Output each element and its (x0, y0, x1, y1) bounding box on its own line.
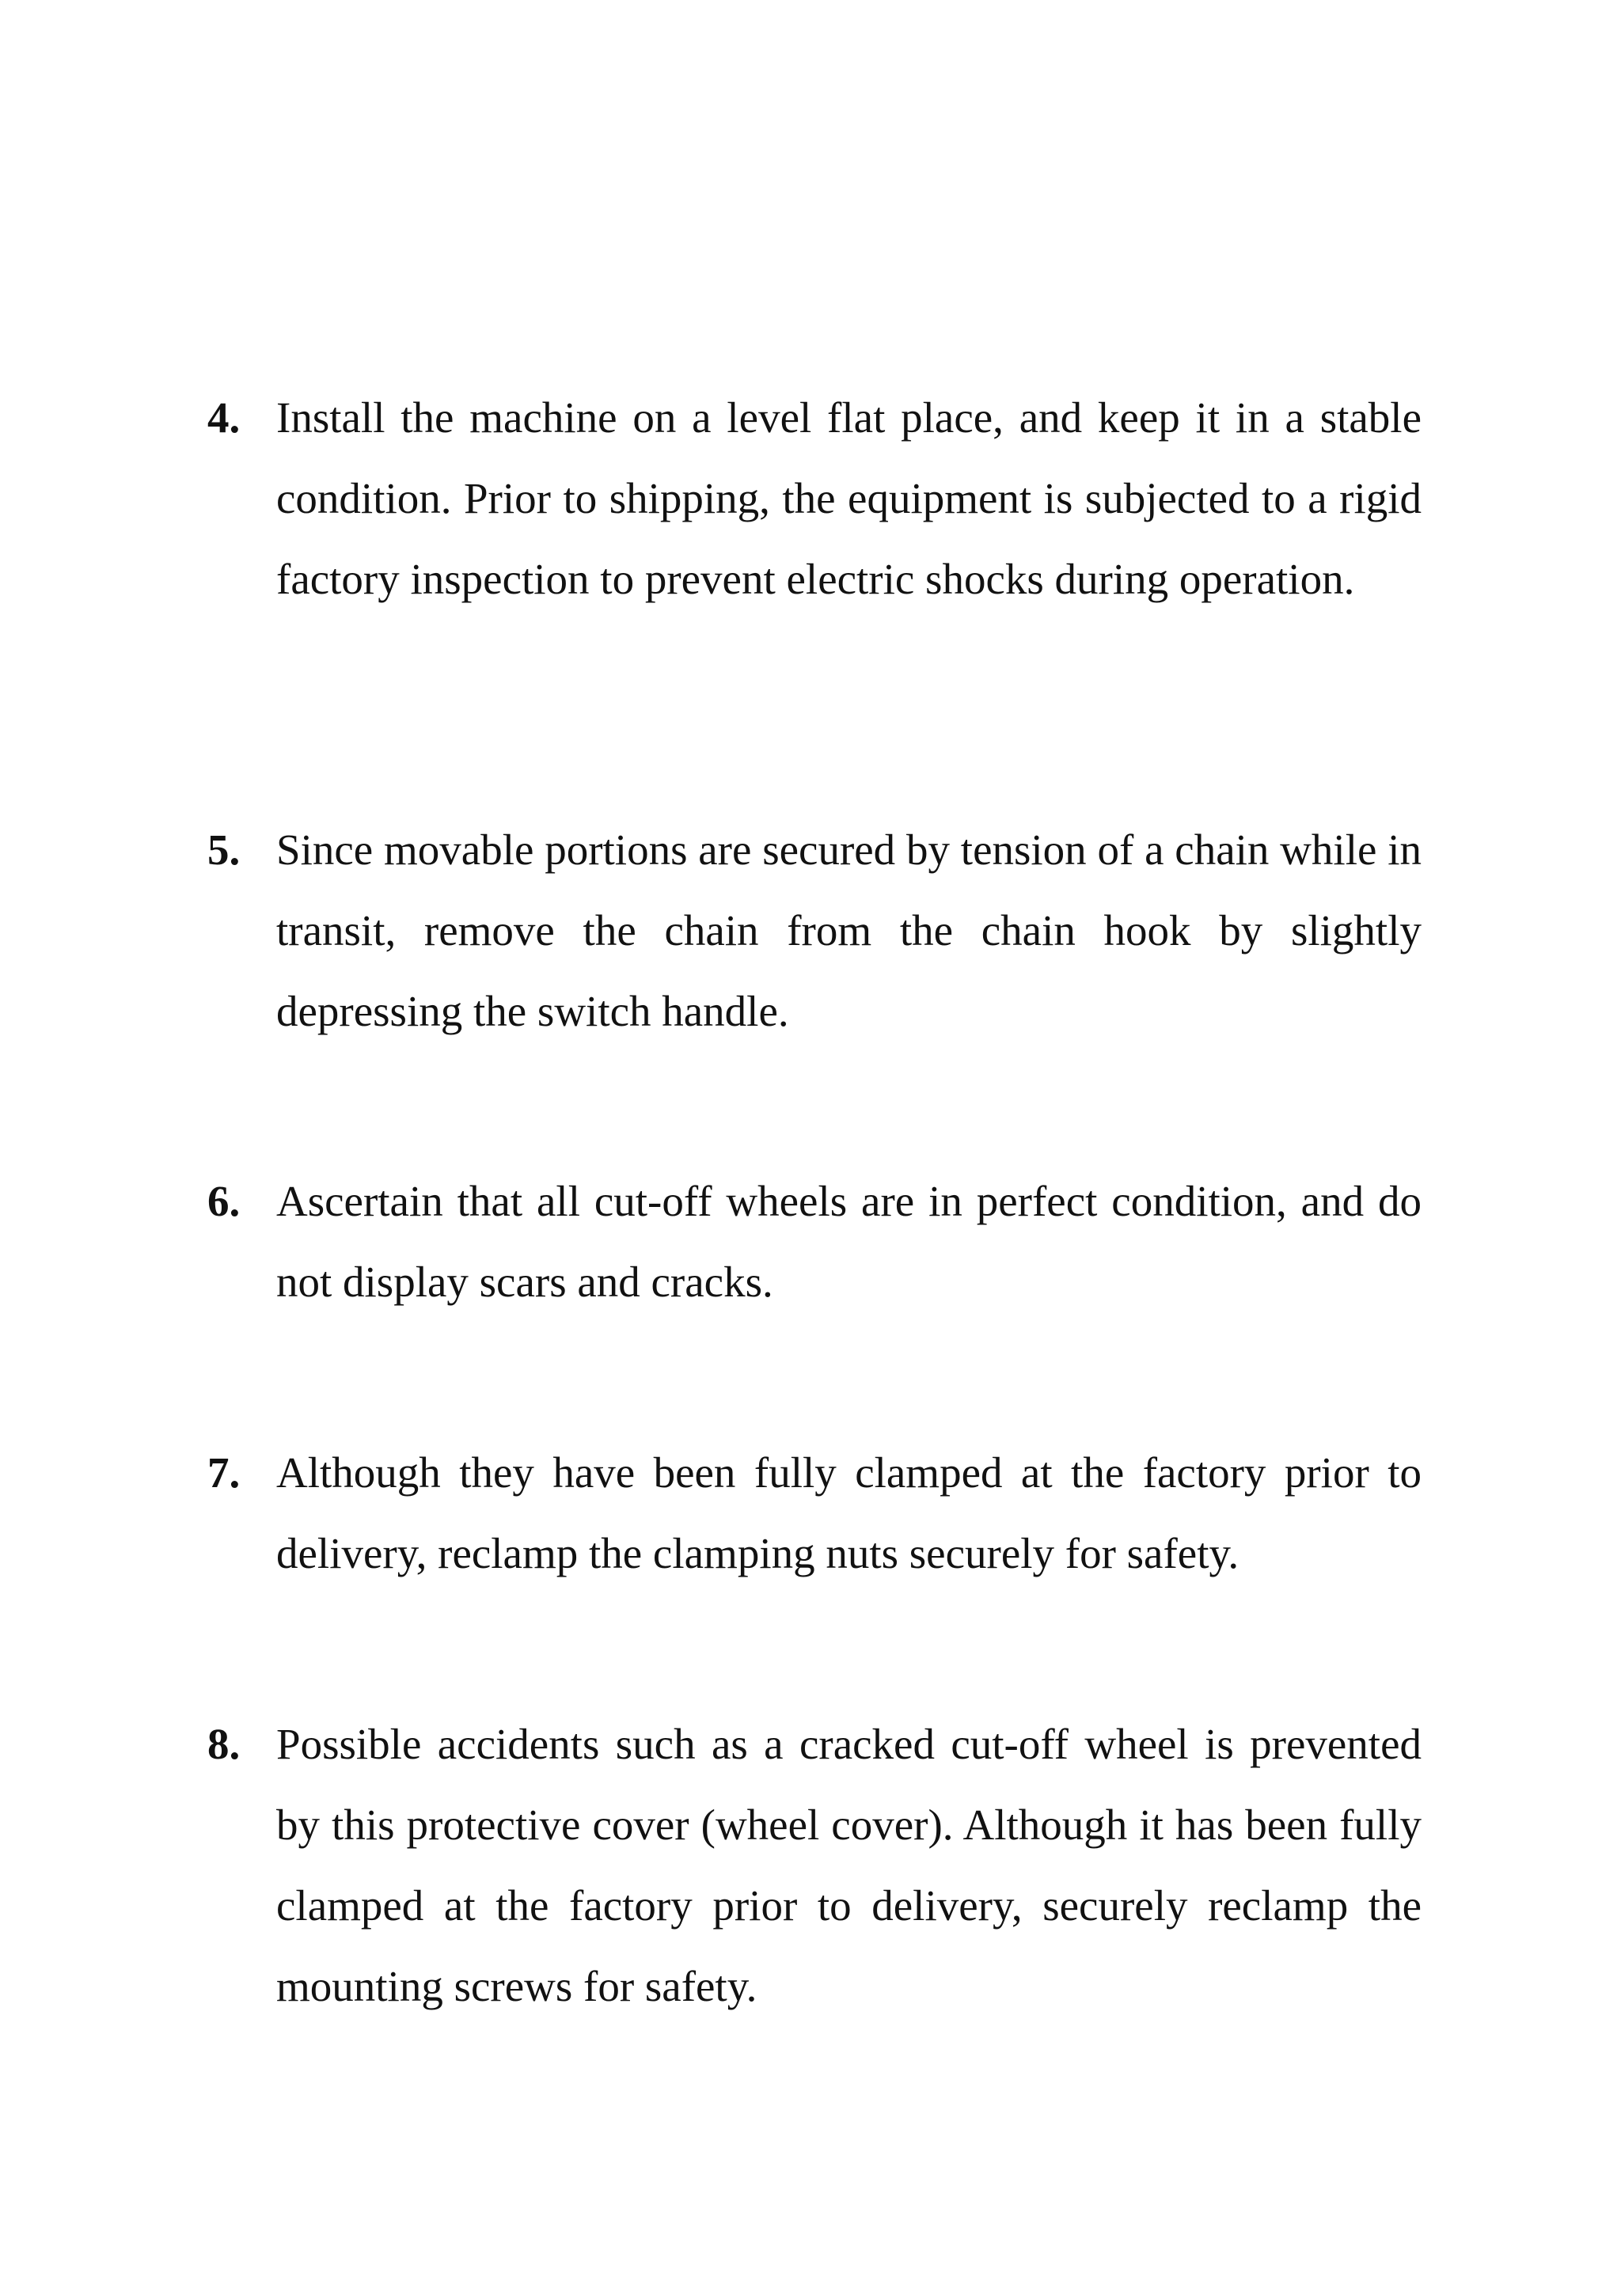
item-text: Install the machine on a level flat place, and keep it in a stable condition. Prior to shipping, the equipment is subjected to a rigid factory inspection to prevent electric shocks during operation. (276, 393, 1422, 603)
item-number: 8. (207, 1720, 241, 1768)
item-text: Possible accidents such as a cracked cut-off wheel is prevented by this protective cover (wheel cover). Although it has been fully clamped at the factory prior to delivery, securely reclamp the mounting screws for safety. (276, 1720, 1422, 2010)
item-number: 6. (207, 1177, 241, 1225)
item-number: 5. (207, 825, 241, 874)
item-number: 7. (207, 1448, 241, 1497)
item-text: Since movable portions are secured by tension of a chain while in transit, remove the chain from the chain hook by slightly depressing the switch handle. (276, 825, 1422, 1035)
item-text: Ascertain that all cut-off wheels are in perfect condition, and do not display scars and cracks. (276, 1177, 1422, 1306)
item-text: Although they have been fully clamped at the factory prior to delivery, reclamp the clamping nuts securely for safety. (276, 1448, 1422, 1577)
item-number: 4. (207, 393, 241, 442)
